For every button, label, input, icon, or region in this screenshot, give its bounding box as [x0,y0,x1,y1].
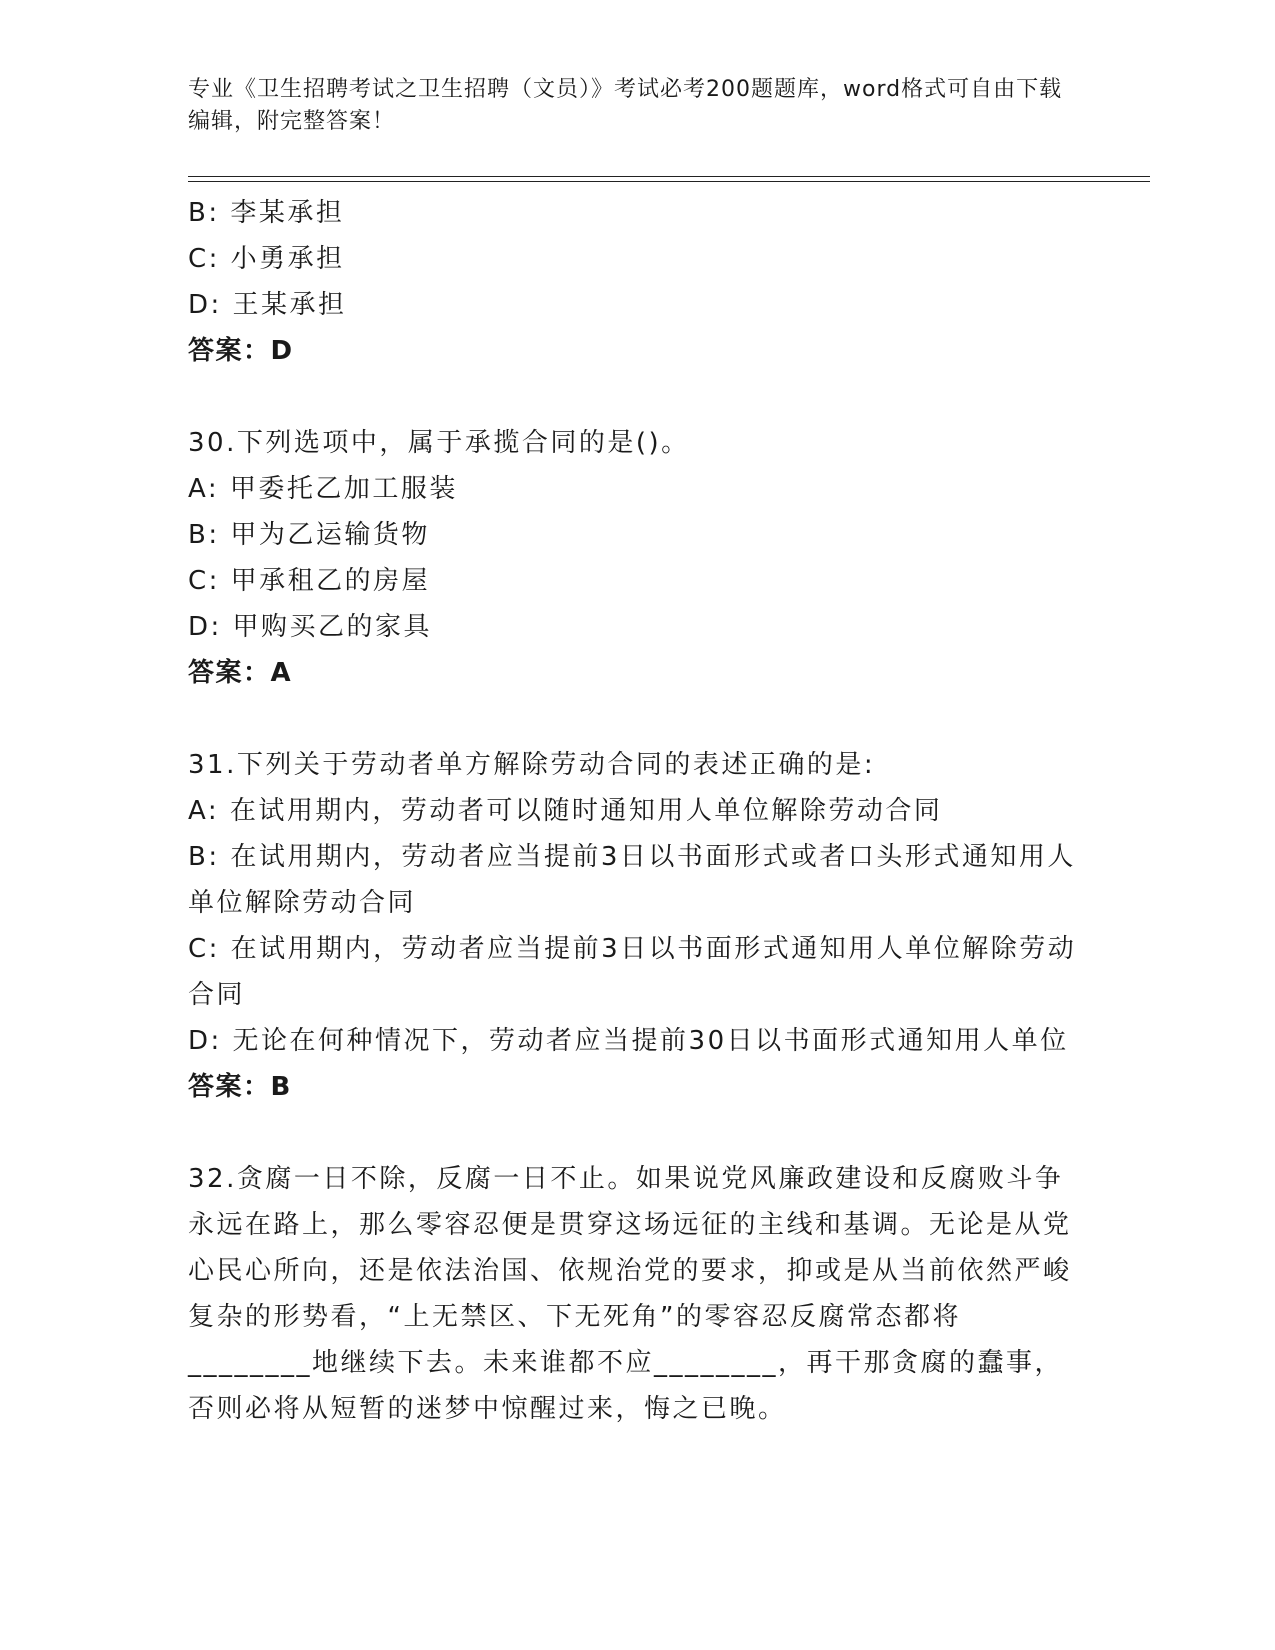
option-c: C: 在试用期内，劳动者应当提前3日以书面形式通知用人单位解除劳动合同 [188,934,1077,1010]
option-a: A: 甲委托乙加工服装 [188,474,458,504]
document-header: 专业《卫生招聘考试之卫生招聘（文员）》考试必考200题题库，word格式可自由下载编辑，附完整答案！ [188,77,1063,134]
spacer [188,1110,1078,1156]
question-32 [188,1156,1078,1432]
spacer [188,374,1078,420]
option-b: B: 甲为乙运输货物 [188,520,430,550]
document-body [188,190,1078,1432]
answer-line: 答案：B [188,1072,292,1102]
answer-line: 答案：A [188,658,293,688]
option-d: D: 甲购买乙的家具 [188,612,433,642]
option-c: C: 甲承租乙的房屋 [188,566,431,596]
question-31 [188,742,1078,1110]
question-stem: 31.下列关于劳动者单方解除劳动合同的表述正确的是: [188,750,876,780]
spacer [188,696,1078,742]
option-c: C: 小勇承担 [188,244,345,274]
answer-line: 答案：D [188,336,294,366]
option-d: D: 王某承担 [188,290,347,320]
question-30 [188,420,1078,696]
option-d: D: 无论在何种情况下，劳动者应当提前30日以书面形式通知用人单位 [188,1026,1069,1056]
header-divider-bottom [188,181,1150,182]
question-stem: 30.下列选项中，属于承揽合同的是()。 [188,428,690,458]
option-b: B: 在试用期内，劳动者应当提前3日以书面形式或者口头形式通知用人单位解除劳动合同 [188,842,1076,918]
option-b: B: 李某承担 [188,198,345,228]
header-divider-top [188,176,1150,177]
question-29-continued [188,190,1078,374]
question-stem: 32.贪腐一日不除，反腐一日不止。如果说党风廉政建设和反腐败斗争永远在路上，那么零容忍便是贯穿这场远征的主线和基调。无论是从党心民心所向，还是依法治国、依规治党的要求，抑或是从当前依然严峻复杂的形势看，“上无禁区、下无死角”的零容忍反腐常态都将________地继续下去。未来谁都不应________，再干那贪腐的蠢事，否则必将从短暂的迷梦中惊醒过来，悔之已晚。 [188,1164,1072,1424]
option-a: A: 在试用期内，劳动者可以随时通知用人单位解除劳动合同 [188,796,943,826]
